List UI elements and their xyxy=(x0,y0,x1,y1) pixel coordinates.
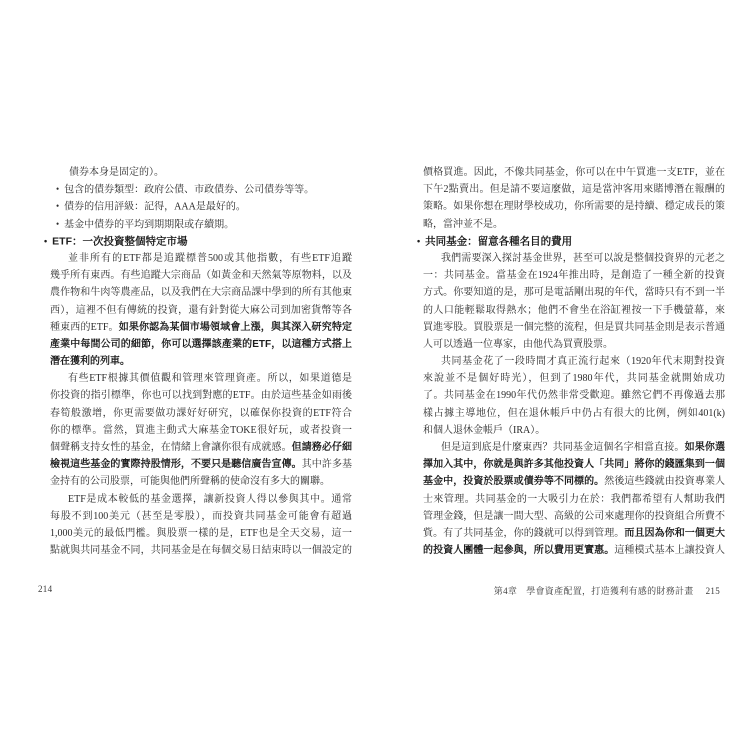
bullet-icon: • xyxy=(56,218,60,229)
body-text: 士來管理。共同基金的一大吸引力在於：我們都希望有人幫助我們 xyxy=(423,493,725,505)
emphasis-text: 共同基金：留意各種名目的費用 xyxy=(425,235,573,248)
body-text: 你的標準。當然，買進主動式大麻基金TOKE很好玩，或者投資一 xyxy=(50,424,352,436)
text-line xyxy=(417,387,725,404)
text-line xyxy=(44,439,352,456)
body-text: 的人口能輕鬆取得熱水；他們不會坐在浴缸裡按一下手機螢幕，來 xyxy=(423,304,725,316)
body-text: 價格買進。因此，不像共同基金，你可以在中午買進一支ETF，並在 xyxy=(423,167,725,178)
text-line xyxy=(417,542,725,559)
body-text: 人可以透過一位專家，由他代為買賣股票。 xyxy=(423,338,613,350)
body-text: 點就與共同基金不同，共同基金是在每個交易日結束時以一個設定的 xyxy=(50,545,352,557)
bullet-icon: • xyxy=(417,235,421,246)
emphasis-text: 檢視這些基金的實際持股情形，不要只是聽信廣告宣傳。 xyxy=(50,459,302,471)
text-line xyxy=(44,456,352,473)
bullet-icon: • xyxy=(56,201,60,212)
body-text: 債券本身是固定的）。 xyxy=(69,167,164,178)
body-text: 一：共同基金。當基金在1924年推出時，是創造了一種全新的投資 xyxy=(423,270,725,282)
emphasis-text: 擇加入其中，你就是與許多其他投資人「共同」將你的錢匯集到一個 xyxy=(423,459,725,471)
body-text: 方式。你要知道的是，那可是電話剛出現的年代，當時只有不到一半 xyxy=(423,287,725,299)
text-line xyxy=(417,198,725,215)
body-text: 包含的債券類型：政府公債、市政債券、公司債券等等。 xyxy=(64,184,315,196)
text-line xyxy=(44,250,352,267)
emphasis-text: 而且因為你和一個更大 xyxy=(624,527,726,539)
emphasis-text: 的投資人團體一起參與，所以費用更實惠。 xyxy=(423,545,615,557)
text-line xyxy=(417,473,725,490)
text-line xyxy=(417,284,725,301)
bullet-icon: • xyxy=(56,184,60,195)
body-text: 你投資的指引標準，你也可以找到對應的ETF。由於這些基金如雨後 xyxy=(50,390,352,402)
body-text: 下午2點賣出。但是請不要這麼做，這是當沖客用來賭博潛在報酬的 xyxy=(423,184,725,196)
text-line xyxy=(44,491,352,508)
body-text: 其中許多基 xyxy=(301,459,353,471)
text-line xyxy=(417,302,725,319)
body-text: 了。共同基金在1990年代仍然非常受歡迎。雖然它們不再像過去那 xyxy=(423,390,725,402)
body-text: 1,000美元的最低門檻。與股票一樣的是，ETF也是全天交易，這一 xyxy=(50,527,352,539)
emphasis-text: 但請務必仔細 xyxy=(291,442,353,453)
bullet-icon: • xyxy=(44,235,48,246)
text-line xyxy=(44,387,352,404)
body-text: 但是這到底是什麼東西？共同基金這個名字相當直接。 xyxy=(441,442,685,453)
text-line xyxy=(44,216,352,233)
text-line xyxy=(417,319,725,336)
body-text: ETF是成本較低的基金選擇，讓新投資人得以參與其中。通常 xyxy=(68,493,352,505)
text-line xyxy=(417,456,725,473)
text-line xyxy=(417,439,725,456)
body-text: 西），這裡不但有傳統的投資，還有針對從大麻公司到加密貨幣等各 xyxy=(50,304,352,316)
emphasis-text: 基金中，投資於股票或債券等不同標的。 xyxy=(423,476,605,488)
text-line xyxy=(44,198,352,215)
text-line xyxy=(44,405,352,422)
body-text: 金持有的公司股票，可能與他們所聲稱的使命沒有多大的關聯。 xyxy=(50,476,330,488)
body-text: 農作物和牛肉等農產品，以及我們在大宗商品課中學到的所有其他東 xyxy=(50,287,352,299)
body-text: 我們需要深入探討基金世界，甚至可以說是整個投資界的元老之 xyxy=(441,252,725,264)
text-line xyxy=(417,525,725,542)
text-line xyxy=(44,181,352,198)
body-text: 共同基金花了一段時間才真正流行起來（1920年代末期對投資 xyxy=(441,356,725,368)
footer-chapter: 第4章 xyxy=(493,586,518,596)
text-line xyxy=(44,164,352,181)
text-line xyxy=(417,267,725,284)
body-text: 貲。有了共同基金，你的錢就可以得到管理。 xyxy=(423,527,625,539)
page-number-right: 215 xyxy=(705,586,720,596)
body-text: 幾乎所有東西。有些追蹤大宗商品（如黃金和天然氣等原物料，以及 xyxy=(50,270,352,282)
emphasis-text: 產業中每間公司的細節，你可以選擇該產業的ETF，以這種方式搭上 xyxy=(50,338,352,350)
text-line xyxy=(44,508,352,525)
emphasis-text: 如果你認為某個市場領域會上漲，與其深入研究特定 xyxy=(118,321,353,333)
body-text: 債券的信用評級：記得，AAA是最好的。 xyxy=(64,201,246,213)
text-line xyxy=(44,370,352,387)
text-line xyxy=(417,216,725,233)
text-line xyxy=(44,336,352,353)
text-line xyxy=(44,267,352,284)
section-heading xyxy=(44,233,352,250)
text-line xyxy=(44,422,352,439)
page-right-text-column xyxy=(417,164,725,559)
text-line xyxy=(417,491,725,508)
body-text: 然後這些錢就由投資專業人 xyxy=(604,476,726,488)
text-line xyxy=(417,370,725,387)
text-line xyxy=(417,336,725,353)
emphasis-text: 潛在獲利的列車。 xyxy=(50,356,130,368)
text-line xyxy=(44,542,352,559)
text-line xyxy=(417,164,725,181)
text-line xyxy=(417,181,725,198)
section-heading xyxy=(417,233,725,250)
footer-title: 學會資產配置，打造獲利有感的財務計畫 xyxy=(526,586,694,596)
body-text: 這種模式基本上讓投資人 xyxy=(614,545,726,557)
body-text: 樣占據主導地位，但在退休帳戶中仍占有很大的比例，例如401(k) xyxy=(423,407,725,419)
body-text: 和個人退休金帳戶（IRA）。 xyxy=(423,424,546,436)
text-line xyxy=(44,473,352,490)
body-text: 種東西的ETF。 xyxy=(50,321,119,333)
text-line xyxy=(44,302,352,319)
body-text: 並非所有的ETF都是追蹤標普500或其他指數，有些ETF追蹤 xyxy=(68,252,352,264)
body-text: 管理金錢，但是讓一間大型、高級的公司來處理你的投資組合所費不 xyxy=(423,510,725,522)
text-line xyxy=(44,525,352,542)
body-text: 策略。如果你想在理財學校成功，你所需要的是持續、穩定成長的策 xyxy=(423,201,725,213)
body-text: 略，當沖並不是。 xyxy=(423,218,503,230)
body-text: 來說並不是個好時光），但到了1980年代，共同基金就開始成功 xyxy=(423,373,725,385)
text-line xyxy=(417,508,725,525)
body-text: 春筍般激增，你更需要做功課好好研究，以確保你投資的ETF符合 xyxy=(50,407,352,419)
text-line xyxy=(44,319,352,336)
footer-right xyxy=(494,584,720,597)
text-line xyxy=(417,405,725,422)
emphasis-text: 如果你選 xyxy=(684,442,726,453)
text-line xyxy=(44,353,352,370)
body-text: 個聲稱支持女性的基金，在情緒上會讓你很有成就感。 xyxy=(50,442,292,453)
text-line xyxy=(417,353,725,370)
emphasis-text: ETF：一次投資整個特定市場 xyxy=(52,235,188,248)
text-line xyxy=(44,284,352,301)
body-text: 基金中債券的平均到期期限或存續期。 xyxy=(64,219,235,231)
text-line xyxy=(417,250,725,267)
body-text: 每股不到100美元（甚至是零股），而投資共同基金可能會有超過 xyxy=(50,510,352,522)
text-line xyxy=(417,422,725,439)
body-text: 有些ETF根據其價值觀和管理來管理資產。所以，如果道德是 xyxy=(68,373,352,385)
page-number-left: 214 xyxy=(38,584,53,594)
body-text: 買進零股。買股票是一個完整的流程，但是買共同基金則是表示普通 xyxy=(423,321,725,333)
page-left-text-column xyxy=(44,164,352,559)
